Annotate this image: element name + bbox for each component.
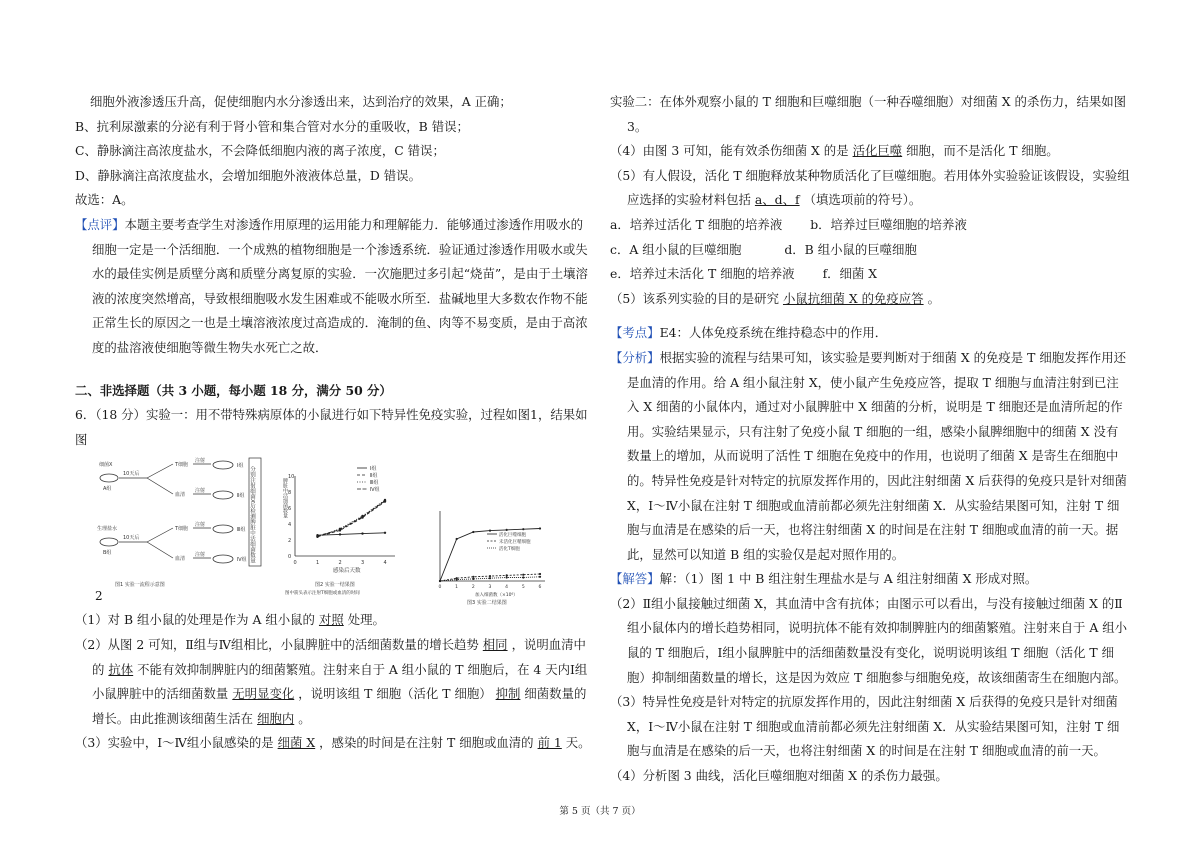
fig1-caption: 图1 实验一流程示意图 [115, 582, 165, 589]
answer-1: （1）对 B 组小鼠的处理是作为 A 组小鼠的 对照 处理。 [75, 612, 385, 628]
text-line: 细胞外液渗透压升高，促使细胞内水分渗透出来，达到治疗的效果，A 正确； [90, 94, 512, 109]
data-point [522, 574, 524, 576]
solution-4: （4）分析图 3 曲线，活化巨噬细胞对细菌 X 的杀伤力最强。 [610, 768, 948, 784]
series-line [318, 500, 386, 537]
y-tick-label: 8 [288, 490, 292, 497]
fig1-days: 10天后 [123, 471, 140, 478]
data-point [489, 530, 491, 532]
series-line [318, 501, 386, 536]
fig2-xlabel: 感染后天数 [333, 568, 361, 575]
section-title: 二、非选择题（共 3 小题，每小题 18 分，满分 50 分） [75, 382, 392, 398]
fig1-inject: 注射 [195, 552, 206, 559]
data-point [439, 580, 441, 582]
legend-label: 活化巨噬细胞 [499, 533, 526, 539]
answer-blank: 相同 [482, 636, 508, 652]
fig2-ylabel: 脾脏中活细菌数量 [282, 478, 288, 519]
data-point [506, 575, 508, 577]
y-tick-label: 10 [288, 474, 295, 481]
answer-3: （3）实验中，Ⅰ～Ⅳ组小鼠感染的是 细菌 X ，感染的时间是在注射 T 细胞或血清的 前 1 天。 [75, 735, 591, 751]
data-point [539, 576, 541, 578]
text-line: C、静脉滴注高浓度盐水，不会降低细胞内液的离子浓度，C 错误； [75, 143, 445, 159]
data-point [361, 533, 363, 535]
option-item: e．培养过未活化 T 细胞的培养液 [610, 266, 795, 282]
fig1-serum: 血清 [175, 492, 186, 499]
fig1-t-cell: T细胞 [175, 462, 189, 469]
answer-blank: a、d、f [754, 192, 800, 208]
option-item: a．培养过活化 T 细胞的培养液 [610, 216, 783, 232]
legend-label: Ⅲ组 [370, 480, 379, 487]
comment-paragraph [75, 213, 593, 361]
answer-4: （4）由图 3 可知，能有效杀伤细菌 X 的是 活化巨噬 细胞，而不是活化 T 细胞。 [610, 143, 1059, 159]
fig1-inject: 注射 [195, 458, 206, 465]
kd-label: 【考点】 [610, 325, 660, 341]
knowledge-point: 【考点】E4：人体免疫系统在维持稳态中的作用． [610, 325, 888, 341]
legend-label: Ⅳ组 [370, 487, 380, 494]
figure-3-chart [439, 511, 546, 606]
x-tick-label: 6 [538, 585, 542, 591]
experiment-2: 实验二：在体外观察小鼠的 T 细胞和巨噬细胞（一种吞噬细胞）对细菌 X 的杀伤力，结果如图3。 [610, 94, 1127, 134]
answer-blank: 前 1 [537, 735, 562, 751]
data-point [472, 531, 474, 533]
left-column [75, 90, 593, 756]
fig3-caption: 图3 实验二结果图 [467, 600, 507, 607]
fig2-caption: 图2 实验一结果图 [315, 582, 355, 589]
y-tick-label: 0 [288, 554, 292, 561]
comment-text: 本题主要考查学生对渗透作用原理的运用能力和理解能力．能够通过渗透作用吸水的细胞一定是一个活细胞．一个成熟的植物细胞是一个渗透系统．验证通过渗透作用吸水或失水的最佳实例是质壁分离和质壁分离复原的实验．一次施肥过多引起“烧苗”，是由于土壤溶液的浓度突然增高，导致根细胞吸水发生困难或不能吸水所至．盐碱地里大多数农作物不能正常生长的原因之一也是土壤溶液浓度过高造成的．淹制的鱼、肉等不易变质，是由于高浓度的盐溶液使细胞等微生物失水死亡之故． [92, 216, 588, 355]
fig1-serum: 血清 [175, 556, 186, 563]
answer-blank: 对照 [318, 612, 344, 628]
text-line: B、抗利尿激素的分泌有利于肾小管和集合管对水分的重吸收，B 错误； [75, 118, 469, 134]
answer-6: （5）该系列实验的目的是研究 小鼠抗细菌 X 的免疫应答 。 [610, 290, 940, 306]
data-point [539, 573, 541, 575]
fx-label: 【分析】 [610, 349, 660, 365]
x-tick-label: 1 [316, 560, 320, 567]
data-point [384, 500, 386, 502]
fig1-label-a2: A组 [103, 486, 112, 493]
data-point [456, 579, 458, 581]
jd-label: 【解答】 [610, 571, 660, 587]
answer-blank: 无明显变化 [232, 686, 295, 702]
data-point [506, 577, 508, 579]
x-tick-label: 3 [488, 585, 492, 591]
legend-label: 未活化巨噬细胞 [499, 540, 531, 546]
data-point [472, 576, 474, 578]
fig1-label-a1: 细菌X [99, 462, 113, 469]
answer-2: （2）从图 2 可知，Ⅱ组与Ⅳ组相比，小鼠脾脏中的活细菌数量的增长趋势 相同 ，说明血清中的 抗体 不能有效抑制脾脏内的细菌繁殖。注射来自于 A 组小鼠的 T 细胞后，在 4 天内Ⅰ组小鼠脾脏中的活细菌数量 无明显变化 ，说明该组 T 细胞（活化 T 细胞） 抑制 细菌数量的增长。由此推测该细菌生活在 细胞内 。 [75, 636, 588, 726]
figure-1-flow [97, 457, 261, 588]
x-tick-label: 1 [455, 585, 459, 591]
data-point [489, 577, 491, 579]
option-item: c．A 组小鼠的巨噬细胞 [610, 241, 742, 257]
data-point [522, 528, 524, 530]
fig1-side-label: 分别注射细菌X后检测脾脏中活细菌数量 [249, 466, 255, 564]
x-tick-label: 4 [383, 560, 387, 567]
answer-blank: 活化巨噬 [852, 143, 903, 159]
text-line: D、静脉滴注高浓度盐水，会增加细胞外液液体总量，D 错误。 [75, 167, 421, 183]
comment-label: 【点评】 [75, 216, 125, 232]
fig1-label-b1: 生理盐水 [97, 526, 118, 533]
data-point [361, 516, 363, 518]
x-tick-label: 2 [471, 585, 475, 591]
fig1-group: Ⅱ组 [237, 493, 245, 500]
y-tick-label: 4 [288, 522, 292, 529]
option-item: f．细菌 X [822, 266, 878, 282]
x-tick-label: 0 [293, 560, 297, 567]
fig1-label-b2: B组 [103, 550, 112, 557]
mouse-icon [100, 474, 118, 482]
experiment-figures [95, 456, 555, 606]
fig1-t-cell: T细胞 [175, 526, 189, 533]
answer-5: （5）有人假设，活化 T 细胞释放某种物质活化了巨噬细胞。若用体外实验验证该假设，实验组应选择的实验材料包括 a、d、f （填选项前的符号）。 [610, 167, 1130, 208]
options-list [610, 213, 1130, 287]
data-point [384, 532, 386, 534]
answer-blank: 细菌 X [277, 735, 316, 751]
fig1-inject: 注射 [195, 488, 206, 495]
fig1-inject: 注射 [195, 522, 206, 529]
data-point [316, 535, 318, 537]
x-tick-label: 4 [505, 585, 509, 591]
page-footer: 第 5 页（共 7 页） [559, 806, 641, 817]
x-tick-label: 3 [361, 560, 365, 567]
fig3-xlabel: 加入细菌数（×10⁶） [475, 593, 518, 599]
y-tick-label: 2 [288, 538, 292, 545]
solution-2: （2）Ⅱ组小鼠接触过细菌 X，其血清中含有抗体；由图示可以看出，与没有接触过细菌 X 的Ⅱ组小鼠体内的增长趋势相同，说明抗体不能有效抑制脾脏内的细菌繁殖。注射来自于 A 组小鼠的 T 细胞后，Ⅰ组小鼠脾脏中的活细菌数量没有变化，说明说明该组 T 细胞（活化 T 细胞）抑制细菌数量的增长，这是因为效应 T 细胞参与细胞免疫，故该细菌寄生在细胞内部。 [610, 595, 1128, 685]
text-line: 故选：A。 [75, 192, 134, 208]
answer-blank: 抑制 [495, 686, 521, 702]
answer-blank: 细胞内 [257, 710, 295, 726]
figure-row [75, 456, 593, 606]
data-point [522, 577, 524, 579]
question-6: 6．（18 分）实验一：用不带特殊病原体的小鼠进行如下特异性免疫实验，过程如图1，结果如图 [75, 407, 588, 447]
data-point [489, 575, 491, 577]
option-item: b．培养过巨噬细胞的培养液 [810, 216, 967, 232]
x-tick-label: 2 [338, 560, 342, 567]
data-point [472, 578, 474, 580]
fig1-group: Ⅰ组 [237, 463, 244, 470]
legend-label: 活化T细胞 [499, 547, 520, 553]
analysis-paragraph: 【分析】根据实验的流程与结果可知，该实验是要判断对于细菌 X 的免疫是 T 细胞发挥作用还是血清的作用。给 A 组小鼠注射 X，使小鼠产生免疫应答，提取 T 细胞与血清注射到已注入 X 细菌的小鼠体内，通过对小鼠脾脏中 X 细菌的分析，说明是 T 细胞还是血清所起的作用。实验结果显示，只有注射了免疫小鼠 T 细胞的一组，感染小鼠脾细胞中的细菌 X 没有数量上的增加，从而说明了活性 T 细胞在免疫中的作用，也说明了细菌 X 是寄生在细胞中的。特异性免疫是针对特定的抗原发挥作用的，因此注射细菌 X 后获得的免疫只是针对细菌 X，Ⅰ～Ⅳ小鼠在注射 T 细胞或血清前都必须先注射细菌 X．从实验结果图可知，注射 T 细胞与血清是在感染的后一天，也将注射细菌 X 的时间是在注射 T 细胞或血清的前一天。据此，显然可以知道 B 组的实验仅是起对照作用的。 [610, 349, 1127, 562]
option-item: d．B 组小鼠的巨噬细胞 [784, 241, 917, 257]
mouse-icon [100, 538, 118, 546]
data-point [456, 538, 458, 540]
data-point [339, 534, 341, 536]
y-tick-label: 6 [288, 506, 292, 513]
data-point [539, 528, 541, 530]
figure-number: 2 [95, 589, 103, 604]
right-column [610, 90, 1130, 789]
fig1-group: Ⅳ组 [237, 557, 247, 564]
x-tick-label: 5 [521, 585, 525, 591]
solution-3: （3）特异性免疫是针对特定的抗原发挥作用的，因此注射细菌 X 后获得的免疫只是针对细菌 X，Ⅰ～Ⅳ小鼠在注射 T 细胞或血清前都必须先注射细菌 X．从实验结果图可知，注射 T 细胞与血清是在感染的后一天，也将注射细菌 X 的时间是在注射 T 细胞或血清的前一天。 [610, 694, 1120, 759]
x-tick-label: 0 [438, 585, 442, 591]
legend-label: Ⅱ组 [370, 473, 378, 480]
answer-blank: 小鼠抗细菌 X 的免疫应答 [782, 290, 924, 306]
data-point [506, 529, 508, 531]
answer-blank: 抗体 [108, 661, 134, 677]
figure-2-chart [282, 465, 395, 596]
fig1-group: Ⅲ组 [237, 527, 246, 534]
solution-paragraph: 【解答】解：（1）图 1 中 B 组注射生理盐水是与 A 组注射细菌 X 形成对照。 [610, 571, 1038, 587]
fig2-note: 图中箭头表示注射T细胞或血清的时间 [285, 591, 360, 597]
legend-label: Ⅰ组 [370, 466, 377, 473]
fig1-days: 10天后 [123, 535, 140, 542]
data-point [339, 529, 341, 531]
